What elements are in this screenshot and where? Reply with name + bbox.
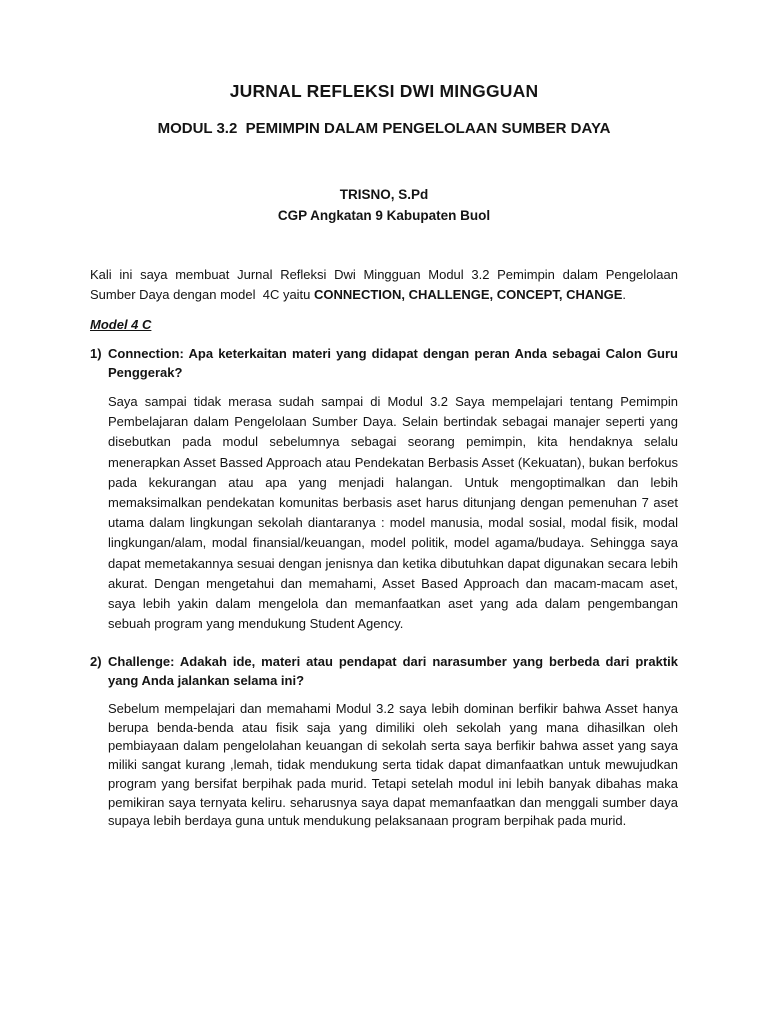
intro-end: . <box>622 287 627 302</box>
list-item-number: 2) <box>90 654 102 669</box>
list-item-question: Connection: Apa keterkaitan materi yang didapat dengan peran Anda sebagai Calon Guru Penggerak? <box>108 346 678 380</box>
list-item-heading <box>90 344 678 382</box>
intro-keywords: CONNECTION, CHALLENGE, CONCEPT, CHANGE <box>314 287 623 302</box>
list-item-answer: Sebelum mempelajari dan memahami Modul 3.2 saya lebih dominan berfikir bahwa Asset hanya berupa benda-benda atau fisik saja yang dimiliki oleh sekolah yang mana dihasilkan oleh pembiayaan dalam pengelolahan keuangan di sekolah serta saya berfikir bahwa asset yang saya miliki sangat kurang ,lemah, tidak mendukung serta tidak dapat dimanfaatkan untuk mewujudkan program yang bersifat berpihak pada murid. Tetapi setelah modul ini lebih banyak dibahas maka pemikiran saya ternyata keliru. seharusnya saya dapat memanfaatkan dan menggali sumber daya supaya lebih berdaya guna untuk mendukung pelaksanaan program berpihak pada murid. <box>108 701 678 829</box>
author-name: TRISNO, S.Pd <box>339 187 429 202</box>
intro-paragraph <box>90 265 682 305</box>
list-item-answer: Saya sampai tidak merasa sudah sampai di Modul 3.2 Saya mempelajari tentang Pemimpin Pembelajaran dalam Pengelolaan Sumber Daya. Selain bertindak sebagai manajer seperti yang disebutkan pada modul sebelumnya sebagai seorang pemimpin, kita hendaknya selalu menerapkan Asset Bassed Approach atau Pendekatan Berbasis Asset (Kekuatan), bukan berfokus pada kekurangan atau apa yang menjadi halangan. Untuk mengoptimalkan dan lebih memaksimalkan pendekatan komunitas berbasis aset harus ditunjang dengan pemenuhan 7 aset utama dalam lingkungan sekolah diantaranya : model manusia, modal sosial, modal fisik, modal lingkungan/alam, modal finansial/keuangan, model politik, model agama/budaya. Sehingga saya dapat memetakannya sesuai dengan jenisnya dan ketika dibutuhkan dapat digunakan secara lebih akurat. Dengan mengetahui dan memahami, Asset Based Approach dan macam-macam aset, saya lebih yakin dalam mengelola dan memanfaatkan aset yang ada dalam pengembangan sebuah program yang mendukung Student Agency. <box>108 394 678 632</box>
list-item-number: 1) <box>90 346 102 361</box>
list-item-heading <box>90 652 678 690</box>
document-subtitle: MODUL 3.2 PEMIMPIN DALAM PENGELOLAAN SUMBER DAYA <box>157 120 611 137</box>
section-heading: Model 4 C <box>90 317 152 332</box>
document-title: JURNAL REFLEKSI DWI MINGGUAN <box>229 81 539 101</box>
author-affiliation: CGP Angkatan 9 Kabupaten Buol <box>277 208 491 223</box>
list-item-question: Challenge: Adakah ide, materi atau pendapat dari narasumber yang berbeda dari praktik yang Anda jalankan selama ini? <box>108 654 678 688</box>
intro-text: Kali ini saya membuat Jurnal Refleksi Dwi Mingguan Modul 3.2 Pemimpin dalam Pengelolaan Sumber Daya dengan model 4C yaitu <box>90 267 682 302</box>
